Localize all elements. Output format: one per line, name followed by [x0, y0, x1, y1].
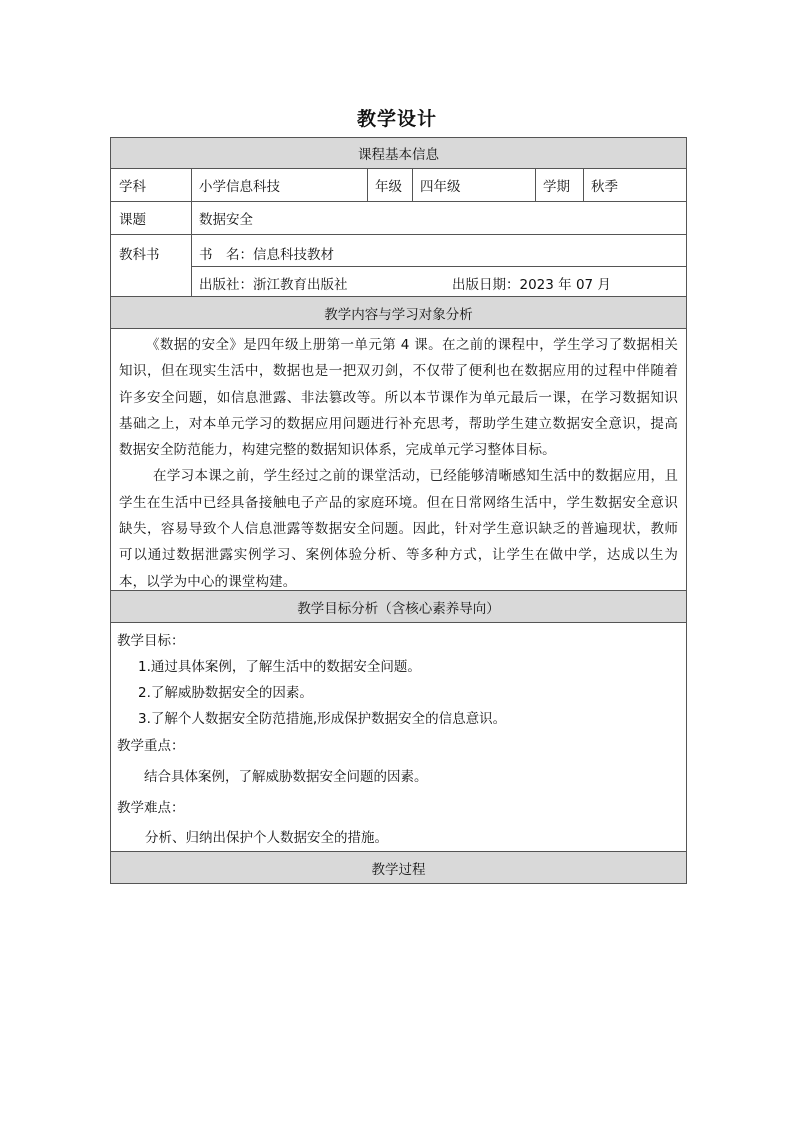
textbook-publisher: 出版社：浙江教育出版社	[199, 277, 348, 293]
subject-label: 学科	[119, 179, 146, 195]
document-title: 教学设计	[356, 108, 437, 130]
goal-analysis-body	[110, 623, 687, 852]
objective-item: 1.通过具体案例，了解生活中的数据安全问题。	[138, 659, 421, 675]
difficulty-label: 教学难点：	[117, 800, 185, 816]
grade-value: 四年级	[420, 179, 461, 195]
difficulty-text: 分析、归纳出保护个人数据安全的措施。	[145, 830, 388, 846]
objective-item: 2.了解威胁数据安全的因素。	[138, 685, 313, 701]
info-row-textbook	[110, 235, 687, 297]
subject-value: 小学信息科技	[199, 179, 280, 195]
content-analysis-body	[110, 329, 687, 591]
analysis-paragraph-2: 在学习本课之前，学生经过之前的课堂活动，已经能够清晰感知生活中的数据应用，且学生在生活中已经具备接触电子产品的家庭环境。但在日常网络生活中，学生数据安全意识缺失，容易导致个人信息泄露等数据安全问题。因此，针对学生意识缺乏的普遍现状，教师可以通过数据泄露实例学习、案例体验分析、等多种方式，让学生在做中学，达成以生为本，以学为中心的课堂构建。	[119, 468, 678, 590]
key-point-label: 教学重点：	[117, 738, 185, 754]
lesson-plan-table	[110, 137, 687, 884]
section-header-goal-analysis: 教学目标分析（含核心素养导向）	[110, 591, 687, 623]
objectives-label: 教学目标：	[117, 633, 185, 649]
topic-value: 数据安全	[199, 212, 253, 228]
topic-label: 课题	[119, 212, 146, 228]
textbook-pub-date: 出版日期：2023 年 07 月	[452, 277, 611, 293]
info-row-subject	[110, 169, 687, 202]
objective-item: 3.了解个人数据安全防范措施,形成保护数据安全的信息意识。	[138, 711, 507, 727]
analysis-paragraph-1: 《数据的安全》是四年级上册第一单元第 4 课。在之前的课程中，学生学习了数据相关知识，但在现实生活中，数据也是一把双刃剑，不仅带了便利也在数据应用的过程中伴随着许多安全问题，如信息泄露、非法篡改等。所以本节课作为单元最后一课，在学习数据知识基础之上，对本单元学习的数据应用问题进行补充思考，帮助学生建立数据安全意识，提高数据安全防范能力，构建完整的数据知识体系，完成单元学习整体目标。	[119, 337, 678, 459]
term-value: 秋季	[591, 179, 618, 195]
info-row-topic	[110, 202, 687, 235]
section-header-basic-info: 课程基本信息	[110, 137, 687, 169]
textbook-label: 教科书	[119, 247, 160, 263]
section-header-process: 教学过程	[110, 852, 687, 884]
section-header-content-analysis: 教学内容与学习对象分析	[110, 297, 687, 329]
textbook-name: 书 名：信息科技教材	[199, 247, 334, 263]
grade-label: 年级	[375, 179, 402, 195]
term-label: 学期	[543, 179, 570, 195]
key-point-text: 结合具体案例，了解威胁数据安全问题的因素。	[144, 769, 428, 785]
